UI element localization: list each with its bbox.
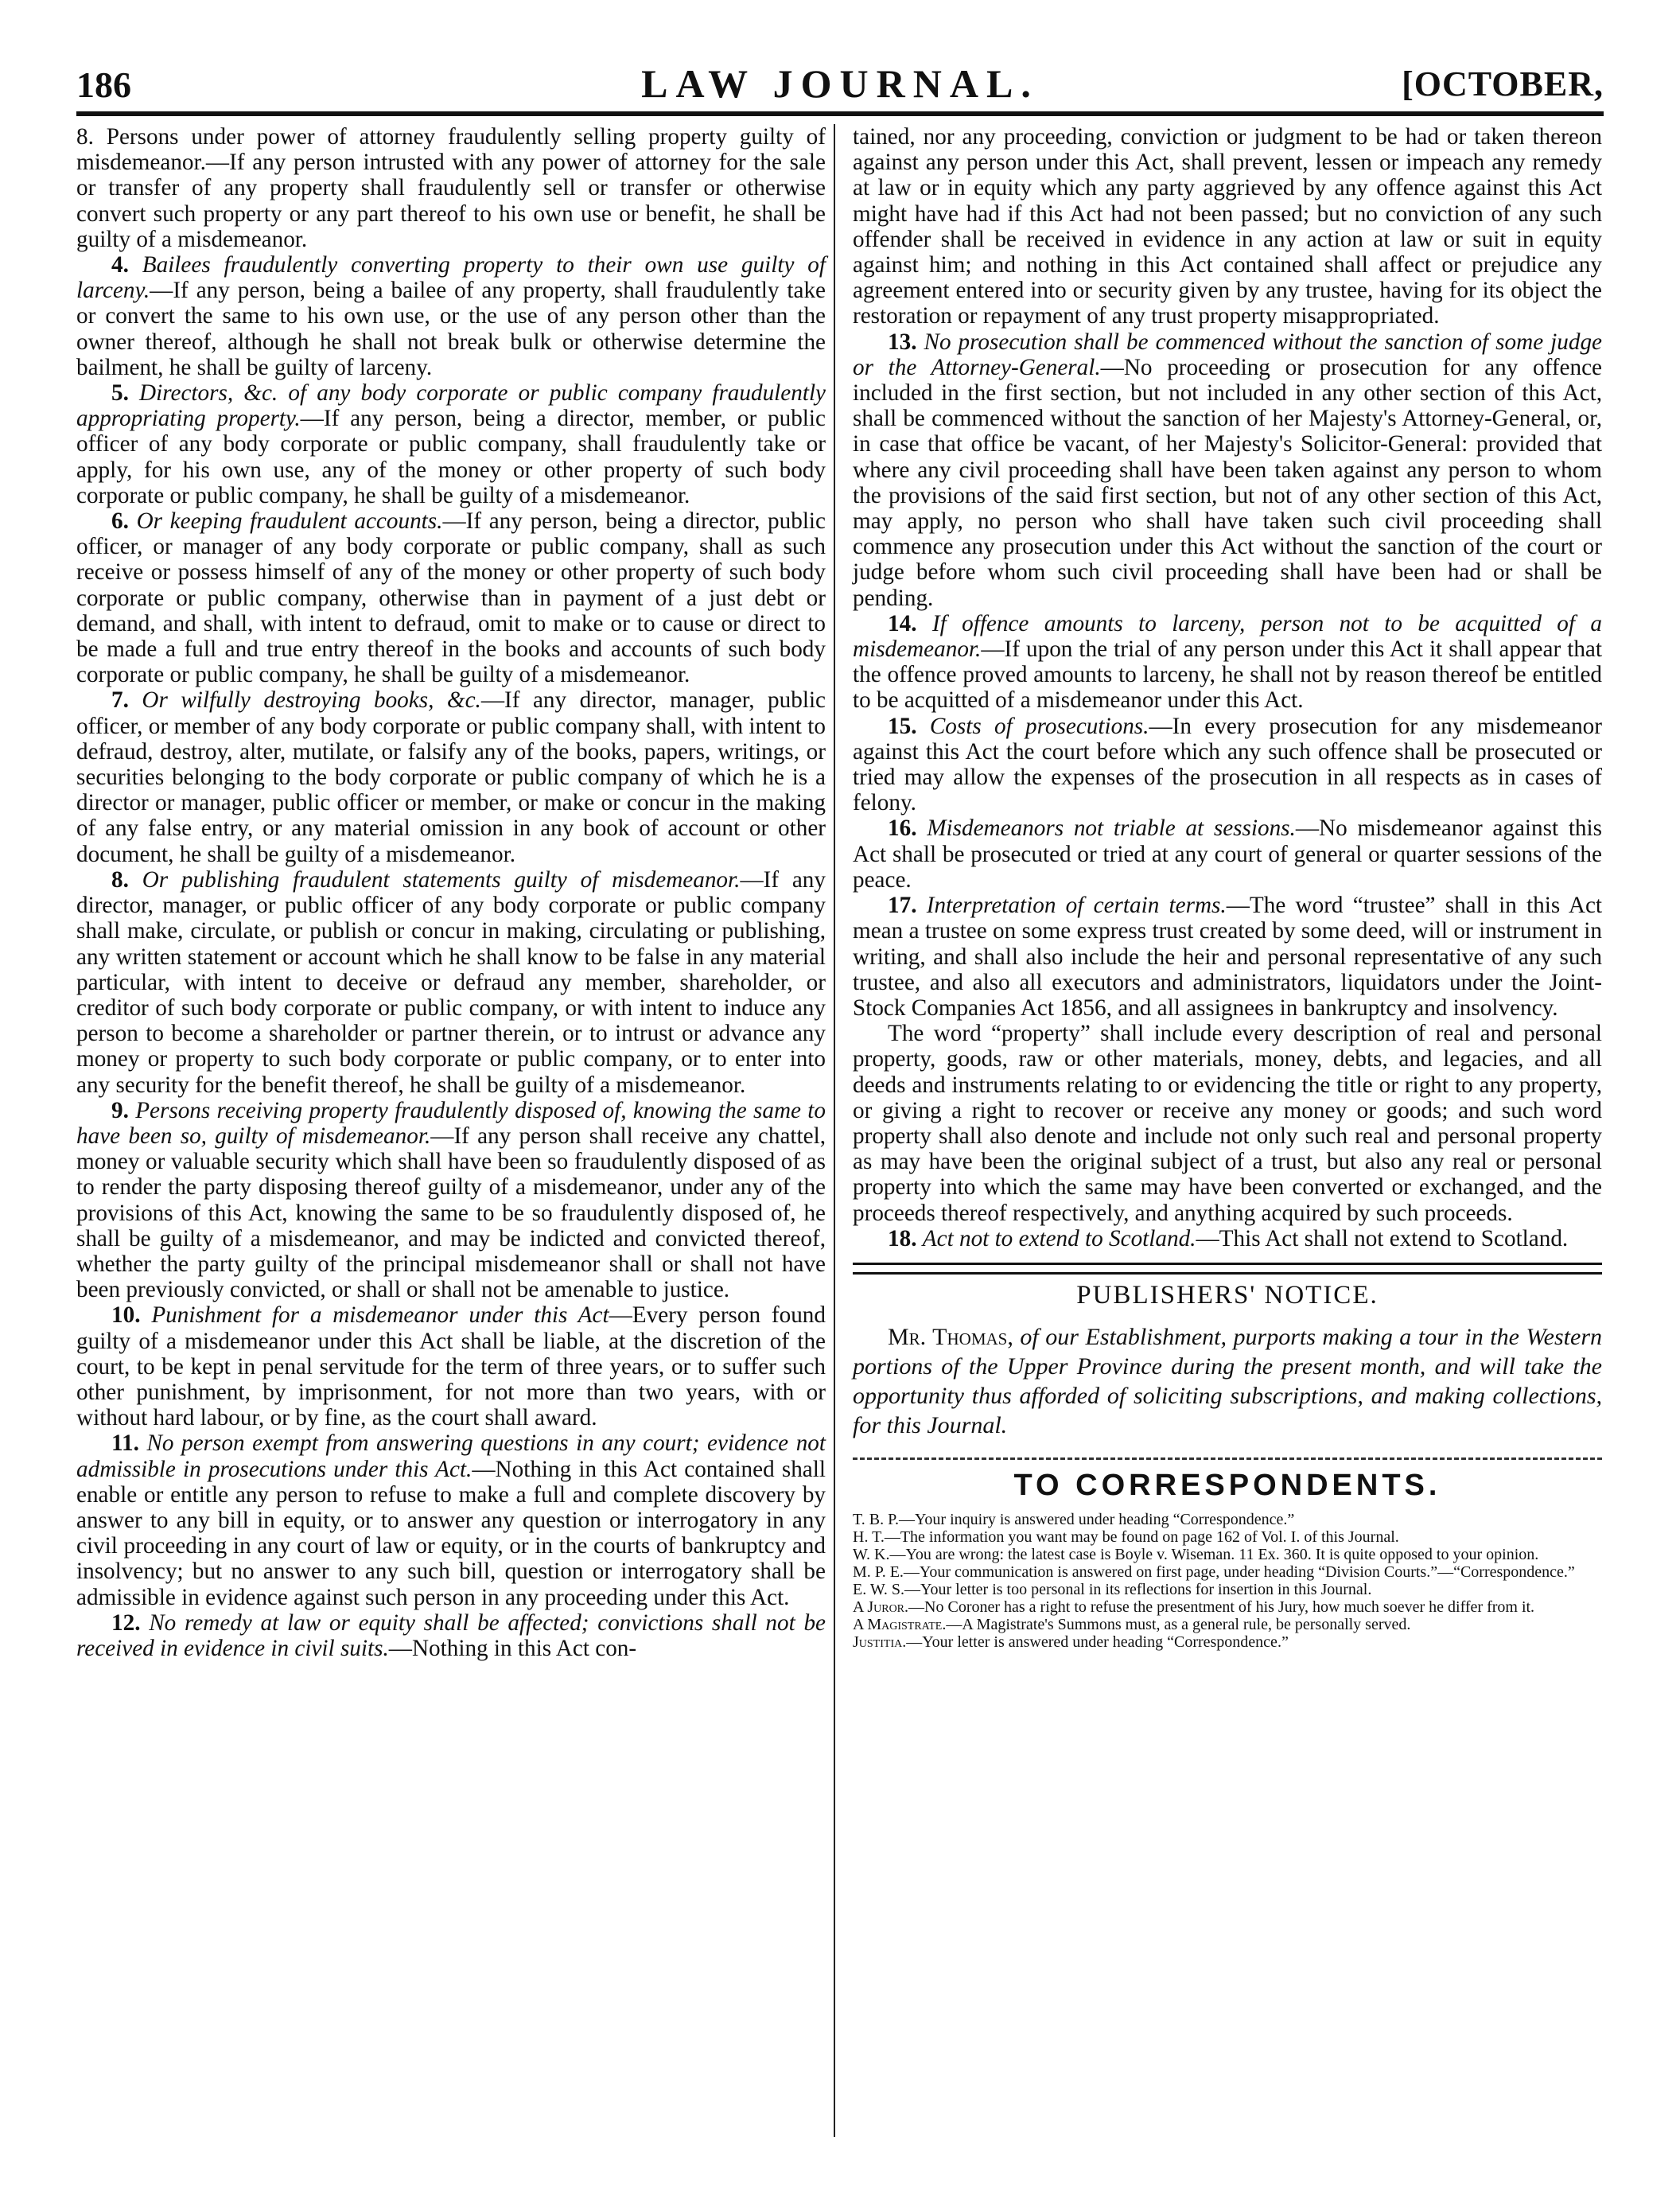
correspondents-list [853,1511,1602,1651]
reply-text: —Your communication is answered on first page, under heading “Division Courts.”—“Correspondence.” [903,1563,1575,1582]
section-text: —Every person found guilty of a misdemeanor under this Act shall be liable, at the discretion of the court, to be kept in penal servitude for the term of three years, or to suffer such other punishment, by imprisonment, for not more than two years, with or without hard labour, or by fine, as the court shall award. [76,1302,826,1431]
page-header [76,56,1604,116]
dashed-rule [853,1457,1602,1460]
correspondent-reply [853,1528,1602,1546]
publishers-notice-text [853,1322,1602,1440]
page-number: 186 [76,64,131,105]
section-heading: Or publishing fraudulent statements guilty of misdemeanor. [142,866,741,893]
section-text: tained, nor any proceeding, conviction or judgment to be had or taken thereon against any person under this Act, shall prevent, lessen or impeach any remedy at law or in equity which any party aggrieved by any offence against this Act might have had if this Act had not been passed; but no conviction of any such offender shall be received in evidence in any action at law or suit in equity against him; and nothing in this Act contained shall affect or prejudice any agreement entered into or security given by any trustee, having for its object the restoration or repayment of any trust property misappropriated. [853,124,1602,329]
section-number: 13. [888,329,917,355]
section-heading: Persons receiving property fraudulently disposed of, knowing the same to have been so, guilty of misdemeanor. [76,1097,826,1149]
right-column-body [853,124,1602,1251]
act-section [76,1302,826,1430]
section-text: —If any person, being a director, public officer, or manager of any body corporate or public company, shall as such receive or possess himself of any of the money or other property of such body corporate or public company, otherwise than in payment of a just debt or demand, and shall, with intent to defraud, omit to make or to cause or direct to be made a full and true entry thereof in the books and accounts of such body corporate or public company, he shall be guilty of a misdemeanor. [76,508,826,688]
act-section [853,124,1602,329]
section-text: —Nothing in this Act con- [388,1635,637,1661]
section-text: —No proceeding or prosecution for any offence included in the first section, but not included in any other section of this Act, shall be commenced without the sanction of her Majesty's Attorney-General, or, in case that office be vacant, of her Majesty's Solicitor-General: provided that where any civil proceeding shall have been taken against any person to whom the provisions of the said first section, but not of any other section of this Act, may apply, no person who shall have taken such civil proceeding shall commence any prosecution under this Act without the sanction of the court or judge before whom such civil proceeding shall have been had or shall be pending. [853,354,1603,611]
section-heading: No person exempt from answering questions in any court; evidence not admissible in prosecutions under this Act. [76,1430,826,1482]
correspondent-name: A Juror. [853,1598,909,1617]
notice-body: of our Establishment, purports making a tour in the Western portions of the Upper Province during the present month, and will take the opportunity thus afforded of soliciting subscriptions, and making collections, for this Journal. [853,1324,1602,1439]
correspondent-reply [853,1616,1602,1633]
issue-month: [OCTOBER, [1402,64,1604,103]
left-column [76,124,826,1661]
section-number: 4. [111,252,129,278]
publishers-notice-title: PUBLISHERS' NOTICE. [1076,1280,1379,1310]
reply-text: —No Coroner has a right to refuse the presentment of his Jury, how much soever he differ from it. [908,1598,1535,1617]
section-heading: No remedy at law or equity shall be affected; convictions shall not be received in evidence in civil suits. [76,1609,826,1661]
section-number: 8. [111,866,129,893]
act-section [76,124,826,252]
reply-text: —Your letter is answered under heading “Correspondence.” [906,1633,1289,1652]
reply-text: —A Magistrate's Summons must, as a general rule, be personally served. [946,1616,1411,1634]
act-section [853,329,1602,611]
section-text: The word “property” shall include every description of real and personal property, goods, raw or other materials, money, debts, and legacies, and all deeds and instruments relating to or evidencing the title or right to any property, or giving a right to recover or receive any money or goods; and such word property shall also denote and include not only such real and personal property as may have been the original subject of a trust, but also any real or personal property into which the same may have been converted or exchanged, and the proceeds thereof respectively, and anything acquired by such proceeds. [853,1021,1602,1226]
section-number: 14. [888,610,917,636]
section-number: 9. [111,1097,129,1123]
section-heading: Act not to extend to Scotland. [922,1225,1196,1251]
correspondent-reply [853,1598,1602,1616]
correspondent-reply [853,1581,1602,1598]
act-section [853,815,1602,893]
act-section [76,252,826,380]
section-number: 11. [111,1430,139,1457]
section-rule [853,1263,1602,1275]
act-section [853,1226,1602,1251]
section-heading: Interpretation of certain terms. [926,893,1227,919]
correspondent-name: M. P. E. [853,1563,904,1582]
act-section [853,1021,1602,1226]
notice-name: Mr. Thomas, [888,1324,1013,1351]
column-divider [834,124,835,2137]
section-text: —Nothing in this Act contained shall enable or entitle any person to refuse to make a full and complete discovery by answer to any bill in equity, or to answer any question or interrogatory in any civil proceeding in any court of law or equity, or in the courts of bankruptcy and insolvency; but no answer to any such bill, question or interrogatory shall be admissible in evidence against such person in any proceeding under this Act. [76,1456,826,1610]
section-number: 10. [111,1302,141,1329]
section-text: —This Act shall not extend to Scotland. [1196,1225,1569,1251]
section-heading: No prosecution shall be commenced without the sanction of some judge or the Attorney-General. [853,329,1602,380]
correspondent-reply [853,1546,1602,1563]
section-heading: Directors, &c. of any body corporate or public company fraudulently appropriating property. [76,380,826,432]
journal-title: LAW JOURNAL. [641,61,1039,106]
section-text: —The word “trustee” shall in this Act mean a trustee on some express trust created by some deed, will or instrument in writing, and shall also include the heir and personal representative of any such trustee, and also all executors and administrators, liquidators under the Joint-Stock Companies Act 1856, and all assignees in bankruptcy and insolvency. [853,893,1603,1021]
section-number: 7. [111,687,129,714]
section-heading: Costs of prosecutions. [929,713,1149,739]
correspondent-name: W. K. [853,1546,890,1564]
act-section [76,687,826,866]
section-text: —If any person, being a bailee of any property, shall fraudulently take or convert the same to his own use, or the use of any person other than the owner thereof, although he shall not break bulk or otherwise determine the bailment, he shall be guilty of larceny. [76,278,826,380]
section-heading: Or keeping fraudulent accounts. [136,508,443,535]
section-text: 8. Persons under power of attorney fraudulently selling property guilty of misdemeanor.—If any person intrusted with any power of attorney for the sale or transfer of any property shall fraudulently sell or transfer or otherwise convert such property or any part thereof to his own use or benefit, he shall be guilty of a misdemeanor. [76,124,826,252]
reply-text: —The information you want may be found on page 162 of Vol. I. of this Journal. [884,1528,1399,1547]
section-heading: Misdemeanors not triable at sessions. [927,815,1296,842]
act-section [76,1610,826,1661]
right-column [853,124,1602,1651]
section-number: 18. [888,1225,917,1251]
correspondent-reply [853,1563,1602,1581]
act-section [853,611,1602,714]
act-section [76,508,826,687]
reply-text: —Your letter is too personal in its reflections for insertion in this Journal. [904,1581,1372,1599]
act-section [76,1430,826,1609]
correspondent-reply [853,1511,1602,1528]
correspondent-name: H. T. [853,1528,885,1547]
act-section [853,893,1602,1021]
section-text: —If any director, manager, or public officer of any body corporate or public company shall make, circulate, or publish or concur in making, circulating or publishing, any written statement or account which he shall know to be false in any material particular, with intent to deceive or defraud any member, shareholder, or creditor of such body corporate or public company, or with intent to induce any person to become a shareholder or partner therein, or to intrust or advance any money or property to such body corporate or public company, or to enter into any security for the benefit thereof, he shall be guilty of a misdemeanor. [76,866,826,1098]
section-text: —In every prosecution for any misdemeanor against this Act the court before which any such offence shall be prosecuted or tried may allow the expenses of the prosecution in all respects as in cases of felony. [853,713,1602,816]
section-text: —No misdemeanor against this Act shall be prosecuted or tried at any court of general or quarter sessions of the peace. [853,815,1602,893]
correspondents-title: TO CORRESPONDENTS. [1013,1469,1441,1503]
section-number: 17. [888,893,917,919]
section-number: 12. [111,1609,141,1636]
section-heading: Punishment for a misdemeanor under this Act [151,1302,609,1329]
act-section [76,380,826,508]
section-number: 16. [888,815,917,842]
act-section [853,714,1602,816]
section-text: —If any person, being a director, member, or public officer of any body corporate or public company, shall fraudulently take or apply, for his own use, any of the money or other property of such body corporate or public company, he shall be guilty of a misdemeanor. [76,406,826,508]
reply-text: —Your inquiry is answered under heading “Correspondence.” [898,1511,1295,1529]
section-number: 15. [888,713,917,739]
reply-text: —You are wrong: the latest case is Boyle v. Wiseman. 11 Ex. 360. It is quite opposed to your opinion. [889,1546,1539,1564]
section-heading: If offence amounts to larceny, person not to be acquitted of a misdemeanor. [853,610,1603,663]
correspondent-name: T. B. P. [853,1511,899,1529]
act-section [76,867,826,1098]
section-heading: Or wilfully destroying books, &c. [142,687,481,714]
section-number: 6. [111,508,129,535]
correspondent-name: Justitia. [853,1633,907,1652]
section-number: 5. [111,380,129,407]
correspondent-reply [853,1633,1602,1651]
section-text: —If any person shall receive any chattel, money or valuable security which shall have been so fraudulently disposed of as to render the party disposing thereof guilty of a misdemeanor, under any of the provisions of this Act, knowing the same to be so fraudulently disposed of, he shall be guilty of a misdemeanor, and may be indicted and convicted thereof, whether the party guilty of the principal misdemeanor shall or shall not have been previously convicted, or shall or shall not be amenable to justice. [76,1123,826,1303]
correspondent-name: E. W. S. [853,1581,905,1599]
section-text: —If upon the trial of any person under this Act it shall appear that the offence proved amounts to larceny, he shall not by reason thereof be entitled to be acquitted of a misdemeanor under this Act. [853,636,1602,714]
correspondent-name: A Magistrate. [853,1616,947,1634]
section-text: —If any director, manager, public officer, or member of any body corporate or public company shall, with intent to defraud, destroy, alter, mutilate, or falsify any of the books, papers, writings, or securities belonging to the body corporate or public company of which he is a director or manager, public officer or member, or make or concur in the making of any false entry, or any material omission in any book of account or other document, he shall be guilty of a misdemeanor. [76,687,826,867]
act-section [76,1098,826,1303]
section-heading: Bailees fraudulently converting property to their own use guilty of larceny. [76,252,826,304]
